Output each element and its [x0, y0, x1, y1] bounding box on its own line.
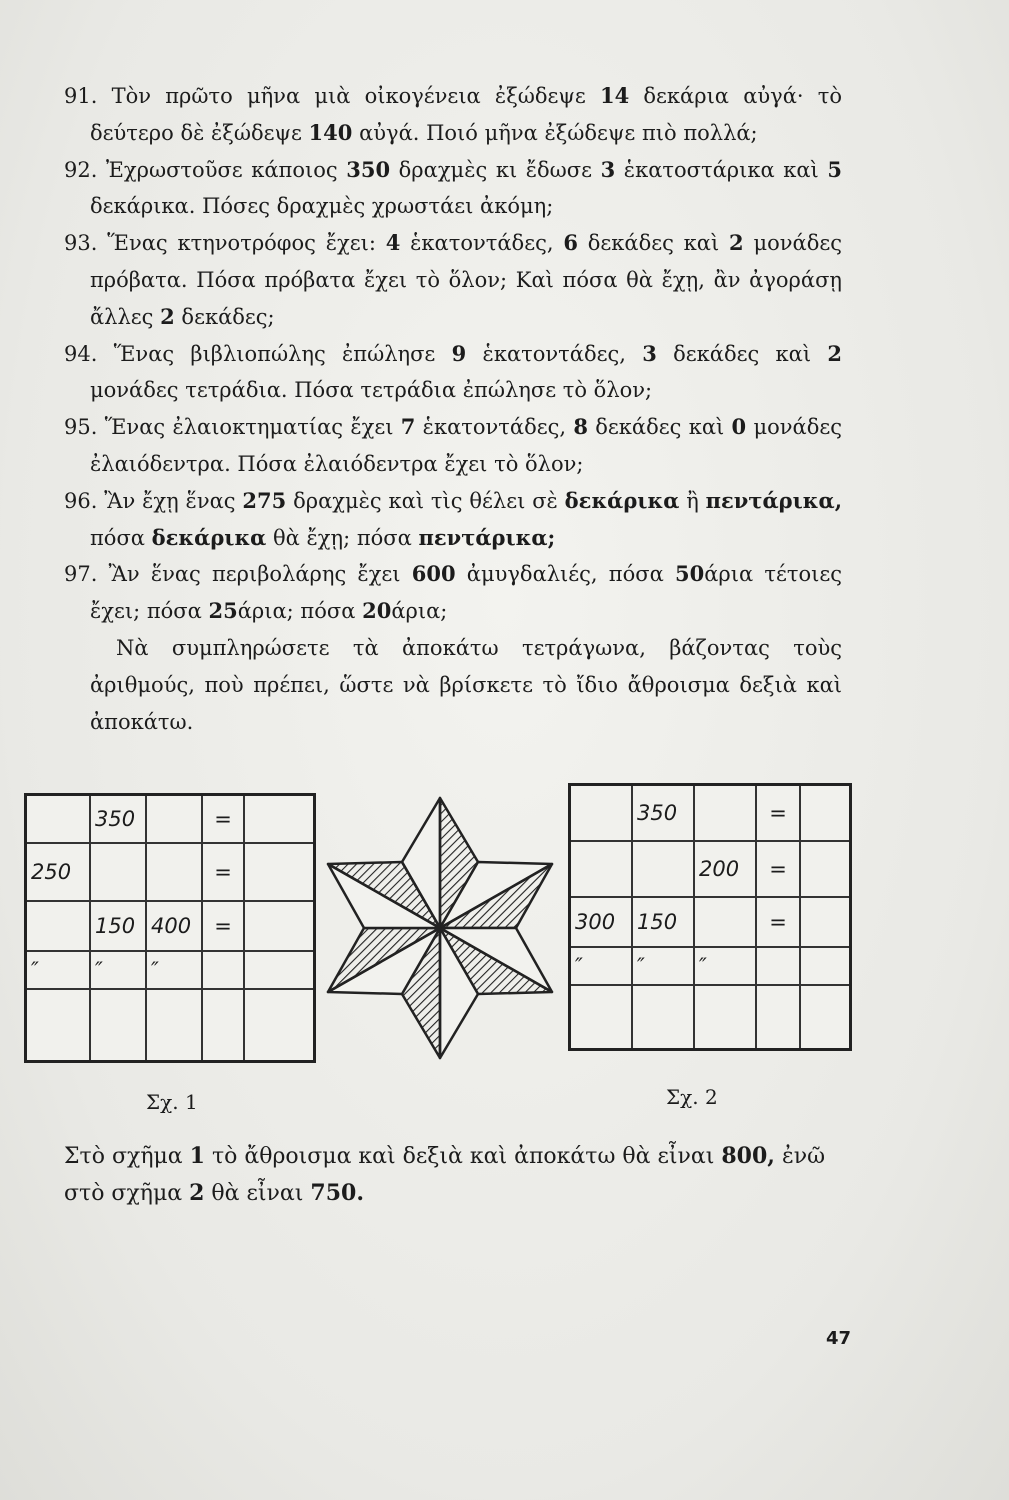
- grid-cell: 400: [147, 902, 203, 952]
- grid-cell: 350: [91, 796, 147, 844]
- text-run: άρια; πόσα: [237, 599, 363, 624]
- bold-number: 2: [729, 230, 744, 256]
- footer-paragraph: [64, 1138, 850, 1212]
- text-run: ἑκατοντάδες,: [400, 231, 564, 256]
- text-run: ἑκατοστάρικα καὶ: [615, 157, 828, 182]
- bold-number: 9: [451, 340, 467, 366]
- text-run: Στὸ σχῆμα: [64, 1144, 190, 1169]
- bold-number: 4: [385, 230, 401, 256]
- grid-cell: ″: [633, 948, 695, 986]
- grid-cell: [757, 986, 801, 1048]
- text-run: δραχμὲς κι ἔδωσε: [390, 157, 601, 182]
- grid-cell: 150: [91, 902, 147, 952]
- problem-item: [64, 556, 842, 630]
- text-run: μονάδες πρόβατα. Πόσα πρόβατα ἔχει τὸ ὅλον; Καὶ πόσα θὰ ἔχῃ, ἂν ἀγοράσῃ ἄλλες: [90, 231, 843, 329]
- bold-number: 25: [208, 598, 238, 624]
- text-run: δεκάρικα. Πόσες δραχμὲς χρωστάει ἀκόμη;: [90, 194, 554, 219]
- text-run: τὸ ἄθροισμα καὶ δεξιὰ καὶ ἀποκάτω θὰ εἶναι: [204, 1144, 722, 1169]
- text-run: άρια;: [391, 599, 448, 624]
- grid-cell: [633, 842, 695, 898]
- text-run: μονάδες τετράδια. Πόσα τετράδια ἐπώλησε τὸ ὅλον;: [90, 378, 653, 403]
- grid-cell: ″: [695, 948, 757, 986]
- figure-1-caption: Σχ. 1: [146, 1090, 198, 1114]
- problem-number: 94.: [64, 341, 114, 366]
- grid-cell: ″: [91, 952, 147, 990]
- grid-cell: [801, 842, 849, 898]
- problem-item: [64, 152, 842, 226]
- grid-cell: =: [757, 898, 801, 948]
- grid-cell: =: [757, 786, 801, 842]
- grid-cell: 350: [633, 786, 695, 842]
- grid-cell: [695, 786, 757, 842]
- bold-number: 0: [731, 414, 747, 440]
- grid-cell: [27, 796, 91, 844]
- grid-cell: [245, 902, 313, 952]
- grid-cell: [147, 844, 203, 902]
- text-run: ἀμυγδαλιές, πόσα: [455, 562, 675, 587]
- problem-number: 97.: [64, 562, 109, 587]
- text-run: πόσα: [90, 525, 152, 550]
- instruction-paragraph: [90, 630, 842, 740]
- text-run: ἢ: [679, 488, 706, 513]
- bold-number: 8: [573, 414, 588, 440]
- grid-cell: [801, 898, 849, 948]
- grid-cell: [203, 952, 245, 990]
- grid-cell: [27, 990, 91, 1060]
- text-run: Ἂν ἔχῃ ἕνας: [104, 488, 243, 513]
- problem-item: [64, 409, 842, 483]
- grid-cell: [27, 902, 91, 952]
- grid-cell: [203, 990, 245, 1060]
- text-run: άρια τέτοιες ἔχει; πόσα: [90, 562, 842, 624]
- bold-number: 1: [189, 1143, 205, 1169]
- bold-number: 20: [362, 598, 392, 624]
- text-run: δεκάδες καὶ: [656, 341, 828, 366]
- problem-item: [64, 225, 843, 335]
- grid-cell: [91, 844, 147, 902]
- grid-cell: 300: [571, 898, 633, 948]
- text-run: αὐγά. Ποιό μῆνα ἐξώδεψε πιὸ πολλά;: [352, 120, 758, 145]
- bold-number: 600: [411, 561, 456, 587]
- grid-cell: [245, 990, 313, 1060]
- text-run: Τὸν πρῶτο μῆνα μιὰ οἰκογένεια ἐξώδεψε: [111, 84, 600, 108]
- text-run: δεκάρια αὐγά· τὸ δεύτερο δὲ ἐξώδεψε: [90, 84, 843, 145]
- text-run: μονάδες ἐλαιόδεντρα. Πόσα ἐλαιόδεντρα ἔχει τὸ ὅλον;: [90, 415, 842, 476]
- grid-cell: [571, 786, 633, 842]
- text-run: Ἕνας κτηνοτρόφος ἔχει:: [107, 231, 386, 256]
- grid-cell: [695, 898, 757, 948]
- bold-number: δεκάρικα: [151, 524, 267, 550]
- bold-number: 3: [642, 340, 657, 366]
- grid-cell: =: [203, 796, 245, 844]
- problems-text: [64, 78, 843, 740]
- six-point-star-figure: [324, 794, 556, 1062]
- bold-number: 2: [827, 340, 843, 366]
- text-run: ἑκατοντάδες,: [466, 341, 643, 366]
- grid-cell: [91, 990, 147, 1060]
- text-run: Ἐχρωστοῦσε κάποιος: [105, 157, 347, 182]
- grid-cell: =: [203, 844, 245, 902]
- grid-cell: [147, 796, 203, 844]
- page-number: 47: [826, 1328, 852, 1349]
- grid-cell: [801, 786, 849, 842]
- text-run: δεκάδες καὶ: [577, 231, 730, 256]
- problem-number: 95.: [64, 415, 105, 440]
- bold-number: 5: [827, 156, 842, 182]
- bold-number: 3: [600, 156, 616, 182]
- grid-cell: ″: [27, 952, 91, 990]
- grid-cell: 150: [633, 898, 695, 948]
- bold-number: δεκάρικα: [564, 487, 680, 513]
- grid-cell: [147, 990, 203, 1060]
- text-run: Ἕνας βιβλιοπώλης ἐπώλησε: [113, 341, 452, 366]
- bold-number: 14: [599, 83, 630, 108]
- bold-number: 50: [674, 561, 705, 587]
- text-run: δεκάδες;: [174, 304, 275, 329]
- grid-cell: =: [203, 902, 245, 952]
- grid-cell: [801, 986, 849, 1048]
- grid-cell: [571, 986, 633, 1048]
- instruction-text: Νὰ συμπληρώσετε τὰ ἀποκάτω τετράγωνα, βάζοντας τοὺς ἀριθμούς, ποὺ πρέπει, ὥστε νὰ βρίσκετε τὸ ἴδιο ἄθροισμα δεξιὰ καὶ ἀποκάτω.: [90, 635, 842, 734]
- bold-number: πεντάρικα,: [705, 487, 843, 513]
- grid-cell: 200: [695, 842, 757, 898]
- bold-number: 2: [189, 1180, 205, 1206]
- bold-number: 275: [242, 487, 287, 513]
- bold-number: 800,: [721, 1143, 775, 1169]
- bold-number: 6: [563, 230, 578, 256]
- text-run: δραχμὲς καὶ τὶς θέλει σὲ: [286, 488, 565, 513]
- grid-cell: [695, 986, 757, 1048]
- bold-number: 7: [400, 414, 416, 440]
- grid-cell: [245, 952, 313, 990]
- bold-number: 750.: [310, 1180, 364, 1206]
- text-run: ἐνῶ στὸ σχῆμα: [64, 1144, 826, 1206]
- grid-cell: ″: [147, 952, 203, 990]
- text-run: ἑκατοντάδες,: [415, 415, 574, 440]
- footer-text: [64, 1144, 825, 1206]
- grid-cell: =: [757, 842, 801, 898]
- grid-cell: [757, 948, 801, 986]
- magic-grid-1: [24, 793, 316, 1063]
- bold-number: 140: [308, 119, 353, 145]
- problem-list: [64, 78, 843, 630]
- text-run: θὰ εἶναι: [204, 1181, 311, 1206]
- figure-2-caption: Σχ. 2: [666, 1085, 718, 1109]
- problem-item: [64, 336, 843, 410]
- problem-number: 96.: [64, 488, 105, 513]
- problem-number: 92.: [64, 157, 106, 182]
- bold-number: πεντάρικα;: [418, 524, 556, 550]
- grid-cell: [633, 986, 695, 1048]
- problem-item: [64, 78, 843, 152]
- text-run: δεκάδες καὶ: [587, 415, 732, 440]
- text-run: Ἕνας ἐλαιοκτηματίας ἔχει: [104, 415, 401, 440]
- grid-cell: [245, 844, 313, 902]
- text-run: θὰ ἔχῃ; πόσα: [266, 525, 419, 550]
- grid-cell: ″: [571, 948, 633, 986]
- text-run: Ἂν ἕνας περιβολάρης ἔχει: [108, 562, 412, 587]
- bold-number: 2: [160, 303, 175, 329]
- grid-cell: [571, 842, 633, 898]
- magic-grid-2: [568, 783, 852, 1051]
- problem-number: 91.: [64, 84, 112, 108]
- grid-cell: [245, 796, 313, 844]
- problem-item: [64, 483, 843, 557]
- grid-cell: 250: [27, 844, 91, 902]
- problem-number: 93.: [64, 231, 108, 256]
- bold-number: 350: [346, 156, 391, 182]
- grid-cell: [801, 948, 849, 986]
